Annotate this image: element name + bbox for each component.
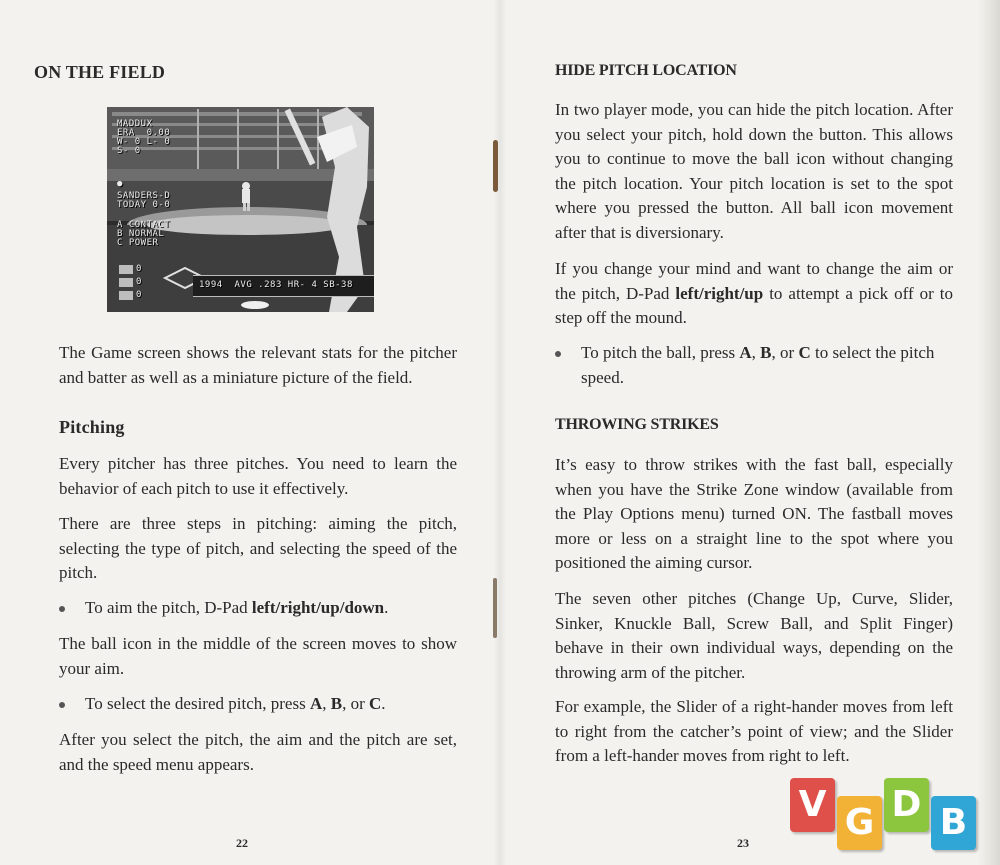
watermark-letter-v: V: [790, 778, 835, 832]
bullet-dot: [59, 606, 65, 612]
hide-pitch-para-2: [555, 257, 953, 331]
hide-pitch-heading: HIDE PITCH LOCATION: [555, 62, 737, 79]
watermark-letter-g: G: [837, 796, 882, 850]
pitching-para-2: There are three steps in pitching: aiming the pitch, selecting the type of pitch, and selecting the speed of the pitch.: [59, 514, 457, 582]
pitching-para-1: Every pitcher has three pitches. You need to learn the behavior of each pitch to use it effectively.: [59, 454, 457, 498]
batter-today: TODAY 0-0: [117, 200, 171, 210]
hide-pitch-directions: left/right/up: [675, 283, 764, 303]
swing-options: [117, 221, 170, 248]
bullet-aim-pitch: [59, 596, 457, 622]
section-title: ON THE FIELD: [34, 62, 166, 82]
button-c-label: C: [798, 343, 811, 362]
bullet-dot: [555, 351, 561, 357]
watermark-letter-d: D: [884, 778, 929, 832]
page-number-left: 22: [236, 836, 248, 850]
bullet-select-text: To select the desired pitch, press A, B, or C.: [85, 694, 386, 713]
pitcher-name: MADDUX: [117, 119, 153, 129]
bullet-select-prefix: To select the desired pitch, press: [85, 694, 310, 713]
right-page: [500, 0, 1000, 865]
stat-line: 1994 AVG .283 HR- 4 SB-38: [199, 280, 353, 290]
bullet-aim-suffix: .: [384, 598, 389, 617]
bullet-speed-suffix: to select the pitch speed.: [581, 343, 935, 387]
game-screenshot: [107, 107, 374, 312]
bullet-speed-prefix: To pitch the ball, press: [581, 343, 740, 362]
pitcher-wl: W- 0 L- 0: [117, 137, 171, 147]
page-number-right: 23: [737, 836, 749, 850]
intro-paragraph: The Game screen shows the relevant stats for the pitcher and batter as well as a miniature picture of the field.: [59, 343, 457, 387]
bullet-aim-directions: left/right/up/down: [251, 598, 385, 617]
hide-pitch-para-2-suffix: to attempt a pick off or to step off the mound.: [555, 283, 954, 327]
bullet-dot: [59, 702, 65, 708]
button-a-label: A: [309, 694, 323, 713]
bullet-aim-prefix: To aim the pitch, D-Pad: [85, 598, 252, 617]
watermark-letter-b: B: [931, 796, 976, 850]
button-a-label: A: [739, 343, 752, 362]
button-b-label: B: [330, 694, 343, 713]
strikes-para-2: The seven other pitches (Change Up, Curve, Slider, Sinker, Knuckle Ball, Screw Ball, and Split Finger) behave in their own individual ways, depending on the throwing arm of the pitcher.: [555, 589, 953, 682]
bullet-select-pitch: [59, 692, 457, 718]
pitching-subheading: Pitching: [59, 417, 125, 437]
strikes-para-3: For example, the Slider of a right-hander moves from left to right from the catcher’s point of view; and the Slider from a left-hander moves from right to left.: [555, 697, 953, 765]
button-c-label: C: [368, 694, 382, 713]
vgdb-watermark: [790, 778, 990, 858]
throwing-strikes-heading: THROWING STRIKES: [555, 416, 719, 433]
button-b-label: B: [760, 343, 772, 362]
swing-option-contact: A CONTACT: [117, 220, 171, 230]
count-strikes: 0: [136, 277, 142, 287]
bullet-speed-text: To pitch the ball, press A, B, or C to select the pitch speed.: [581, 343, 935, 387]
hide-pitch-para-1: In two player mode, you can hide the pitch location. After you select your pitch, hold down the button. This allows you to continue to move the ball icon without changing the pitch location. Your pitch location is set to the spot where you pressed the button. All ball icon movement after that is diversionary.: [555, 100, 953, 242]
pitcher-stats: [117, 120, 170, 156]
bullet-speed-or: or: [780, 343, 795, 362]
strikes-para-1: It’s easy to throw strikes with the fast ball, especially when you have the Strike Zone window (available from the Play Options menu) turned ON. The fastball moves more or less on a straight line to the spot where you positioned the aiming cursor.: [555, 455, 953, 572]
pitcher-saves: S- 0: [117, 146, 141, 156]
pitcher-era: ERA 0.00: [117, 128, 171, 138]
batter-name: SANDERS-D: [117, 191, 171, 201]
pitching-para-3: The ball icon in the middle of the screen moves to show your aim.: [59, 634, 457, 678]
hide-pitch-para-2-prefix: If you change your mind and want to change the aim or the pitch, D-Pad: [555, 259, 953, 303]
ball-icon: ●: [117, 179, 123, 189]
batter-stats: [117, 192, 170, 210]
swing-option-power: C POWER: [117, 238, 159, 248]
bullet-select-or: or: [350, 694, 365, 713]
count-balls: 0: [136, 264, 142, 274]
bullet-aim-text: [85, 596, 457, 621]
swing-option-normal: B NORMAL: [117, 229, 165, 239]
pitching-para-4: After you select the pitch, the aim and the pitch are set, and the speed menu appears.: [59, 730, 457, 774]
batter-stat-bar: [193, 275, 374, 297]
bullet-pitch-speed: [555, 341, 953, 391]
count-outs: 0: [136, 290, 142, 300]
